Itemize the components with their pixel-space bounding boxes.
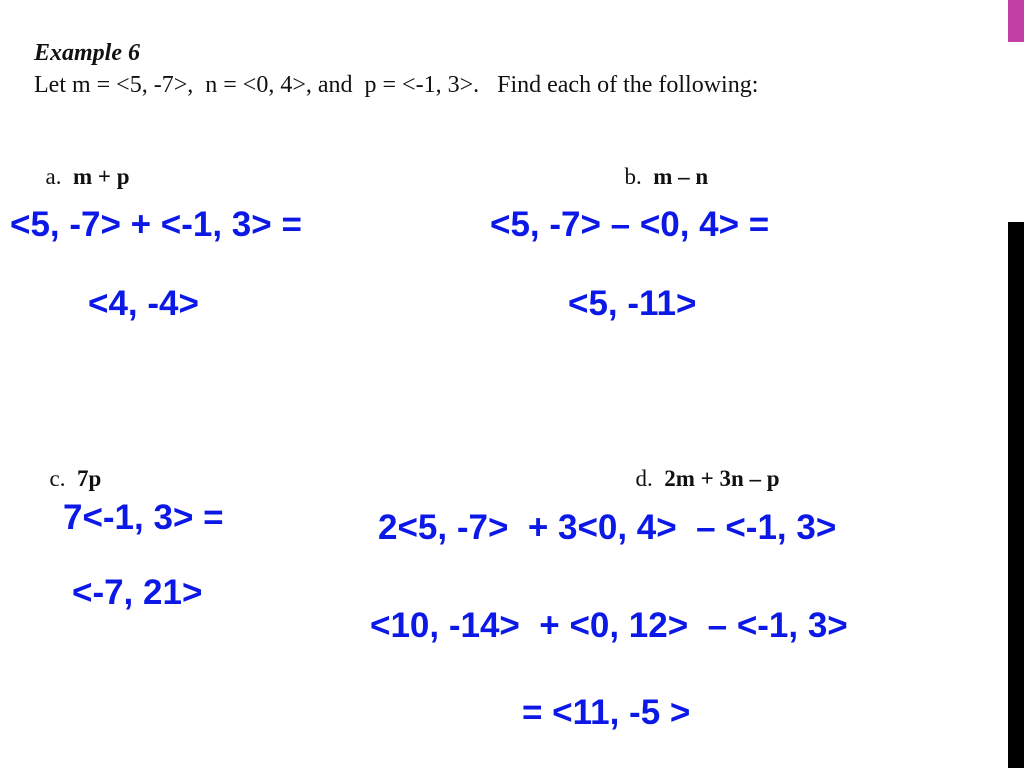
- part-c-expression: 7p: [76, 466, 102, 491]
- part-c-letter: c.: [49, 466, 66, 491]
- part-d-answer: = <11, -5 >: [522, 693, 691, 732]
- part-d-label: [624, 440, 780, 492]
- part-b-letter: b.: [624, 164, 642, 189]
- part-b-answer: <5, -11>: [568, 284, 697, 323]
- part-a-work-line-1: <5, -7> + <-1, 3> =: [10, 205, 302, 244]
- part-a-letter: a.: [45, 164, 62, 189]
- slide-side-bar: [1008, 222, 1024, 768]
- part-b-work-line-1: <5, -7> – <0, 4> =: [490, 205, 770, 244]
- part-d-expression: 2m + 3n – p: [664, 466, 780, 491]
- part-d-work-line-1: 2<5, -7> + 3<0, 4> – <-1, 3>: [378, 508, 837, 547]
- part-b-label: [613, 138, 708, 190]
- part-d-letter: d.: [635, 466, 653, 491]
- part-a-answer: <4, -4>: [88, 284, 199, 323]
- part-c-answer: <-7, 21>: [72, 573, 203, 612]
- part-a-expression: m + p: [72, 164, 130, 189]
- part-a-label: [34, 138, 130, 190]
- part-c-label: [38, 440, 101, 492]
- part-b-expression: m – n: [653, 164, 709, 189]
- problem-statement: Let m = <5, -7>, n = <0, 4>, and p = <-1, 3>. Find each of the following:: [34, 72, 759, 98]
- part-d-work-line-2: <10, -14> + <0, 12> – <-1, 3>: [370, 606, 848, 645]
- slide-accent-bar: [1008, 0, 1024, 42]
- part-c-work-line-1: 7<-1, 3> =: [63, 498, 224, 537]
- example-heading: Example 6: [34, 40, 140, 66]
